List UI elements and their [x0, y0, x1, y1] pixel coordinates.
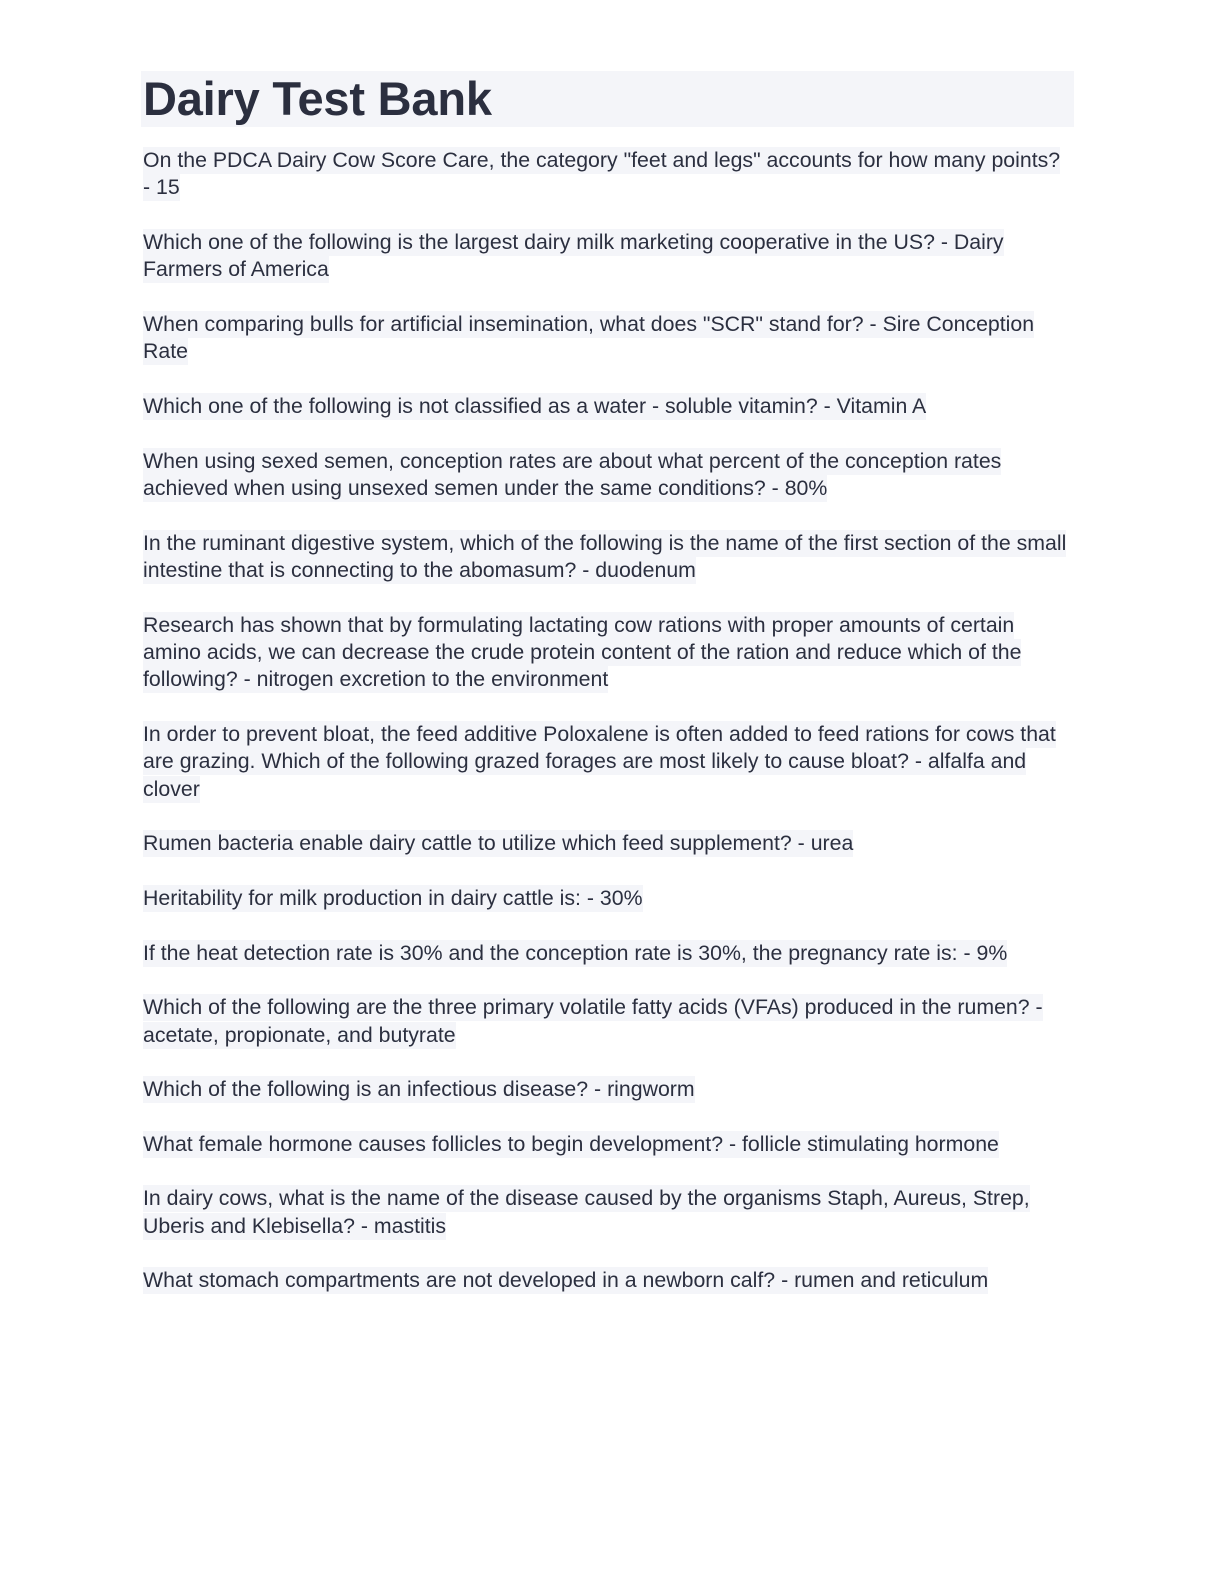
- qa-item: [141, 530, 1073, 585]
- qa-item: [141, 229, 1073, 284]
- answer-text: 30%: [599, 886, 643, 910]
- question-text: Which of the following is an infectious disease?: [143, 1077, 589, 1102]
- question-text: Which of the following are the three primary volatile fatty acids (VFAs) produced in the rumen?: [143, 995, 1030, 1020]
- qa-item: [141, 885, 1073, 912]
- qa-text: [143, 1076, 695, 1103]
- answer-text: Dairy Farmers of America: [143, 230, 1004, 282]
- separator: -: [576, 558, 596, 582]
- question-text: What stomach compartments are not developed in a newborn calf?: [143, 1268, 776, 1293]
- answer-text: mastitis: [373, 1213, 447, 1238]
- qa-text: [143, 1131, 999, 1158]
- qa-text: [143, 311, 1034, 365]
- question-text: On the PDCA Dairy Cow Score Care, the category "feet and legs" accounts for how many points?: [143, 148, 1061, 172]
- qa-item: [141, 1076, 1073, 1103]
- answer-text: urea: [810, 831, 854, 856]
- separator: -: [791, 831, 811, 856]
- question-text: Which one of the following is the largest dairy milk marketing cooperative in the US?: [143, 230, 935, 254]
- separator: -: [237, 667, 257, 692]
- question-text: What female hormone causes follicles to begin development?: [143, 1131, 724, 1156]
- qa-text: [143, 830, 853, 857]
- separator: -: [588, 1077, 608, 1102]
- answer-text: 9%: [976, 940, 1008, 965]
- question-text: In order to prevent bloat, the feed additive Poloxalene is often added to feed rations for cows that are grazing. Which of the following grazed forages are most likely to cause bloat?: [143, 722, 1056, 774]
- answer-text: alfalfa and clover: [143, 749, 1027, 801]
- separator: -: [957, 940, 977, 965]
- answer-text: Vitamin A: [836, 394, 927, 418]
- question-text: When comparing bulls for artificial insemination, what does "SCR" stand for?: [143, 312, 864, 336]
- qa-item: [141, 393, 1073, 420]
- answer-text: duodenum: [595, 558, 696, 582]
- qa-item: [141, 830, 1073, 857]
- qa-item: [141, 1185, 1073, 1240]
- qa-text: [143, 612, 1021, 694]
- qa-text: [143, 448, 1001, 502]
- answer-text: rumen and reticulum: [794, 1268, 989, 1293]
- qa-text: [143, 147, 1060, 201]
- separator: -: [143, 175, 157, 200]
- separator: -: [934, 230, 954, 254]
- qa-item: [141, 147, 1073, 202]
- qa-item: [141, 994, 1073, 1049]
- separator: -: [580, 886, 600, 910]
- separator: -: [723, 1131, 743, 1156]
- question-text: Research has shown that by formulating lactating cow rations with proper amounts of certain amino acids, we can decrease the crude protein content of the ration and reduce which of the following?: [143, 612, 1022, 692]
- qa-item: [141, 721, 1073, 803]
- separator: -: [775, 1268, 795, 1293]
- question-text: If the heat detection rate is 30% and the conception rate is 30%, the pregnancy rate is:: [143, 940, 958, 965]
- question-text: In dairy cows, what is the name of the disease caused by the organisms Staph, Aureus, Strep, Uberis and Klebisella?: [143, 1186, 1030, 1238]
- qa-text: [143, 1185, 1030, 1239]
- qa-item: [141, 940, 1073, 967]
- qa-text: [143, 530, 1066, 584]
- answer-text: ringworm: [607, 1077, 695, 1102]
- answer-text: nitrogen excretion to the environment: [256, 667, 609, 692]
- separator: -: [1029, 995, 1043, 1020]
- qa-text: [143, 393, 926, 420]
- answer-text: 15: [156, 175, 180, 200]
- question-text: When using sexed semen, conception rates are about what percent of the conception rates achieved when using unsexed semen under the same conditions?: [143, 448, 1002, 500]
- qa-list: [141, 147, 1074, 1295]
- answer-text: Sire Conception Rate: [143, 312, 1035, 364]
- answer-text: follicle stimulating hormone: [742, 1131, 999, 1156]
- qa-text: [143, 885, 643, 912]
- qa-text: [143, 994, 1043, 1048]
- qa-item: [141, 311, 1073, 366]
- separator: -: [908, 749, 928, 774]
- question-text: Heritability for milk production in dairy cattle is:: [143, 886, 581, 910]
- page-title: Dairy Test Bank: [143, 72, 492, 125]
- qa-text: [143, 940, 1007, 967]
- qa-text: [143, 229, 1004, 283]
- separator: -: [765, 476, 785, 500]
- qa-item: [141, 448, 1073, 503]
- question-text: Rumen bacteria enable dairy cattle to utilize which feed supplement?: [143, 831, 792, 856]
- separator: -: [817, 394, 837, 418]
- question-text: In the ruminant digestive system, which of the following is the name of the first section of the small intestine that is connecting to the abomasum?: [143, 530, 1067, 582]
- question-text: Which one of the following is not classified as a water - soluble vitamin?: [143, 394, 818, 418]
- qa-item: [141, 1267, 1073, 1294]
- qa-item: [141, 1131, 1073, 1158]
- document-page: [141, 71, 1074, 1322]
- qa-text: [143, 721, 1056, 803]
- separator: -: [863, 312, 883, 336]
- separator: -: [354, 1213, 374, 1238]
- answer-text: acetate, propionate, and butyrate: [143, 1022, 456, 1047]
- title-banner: [141, 71, 1074, 127]
- qa-item: [141, 612, 1073, 694]
- answer-text: 80%: [784, 476, 828, 500]
- qa-text: [143, 1267, 988, 1294]
